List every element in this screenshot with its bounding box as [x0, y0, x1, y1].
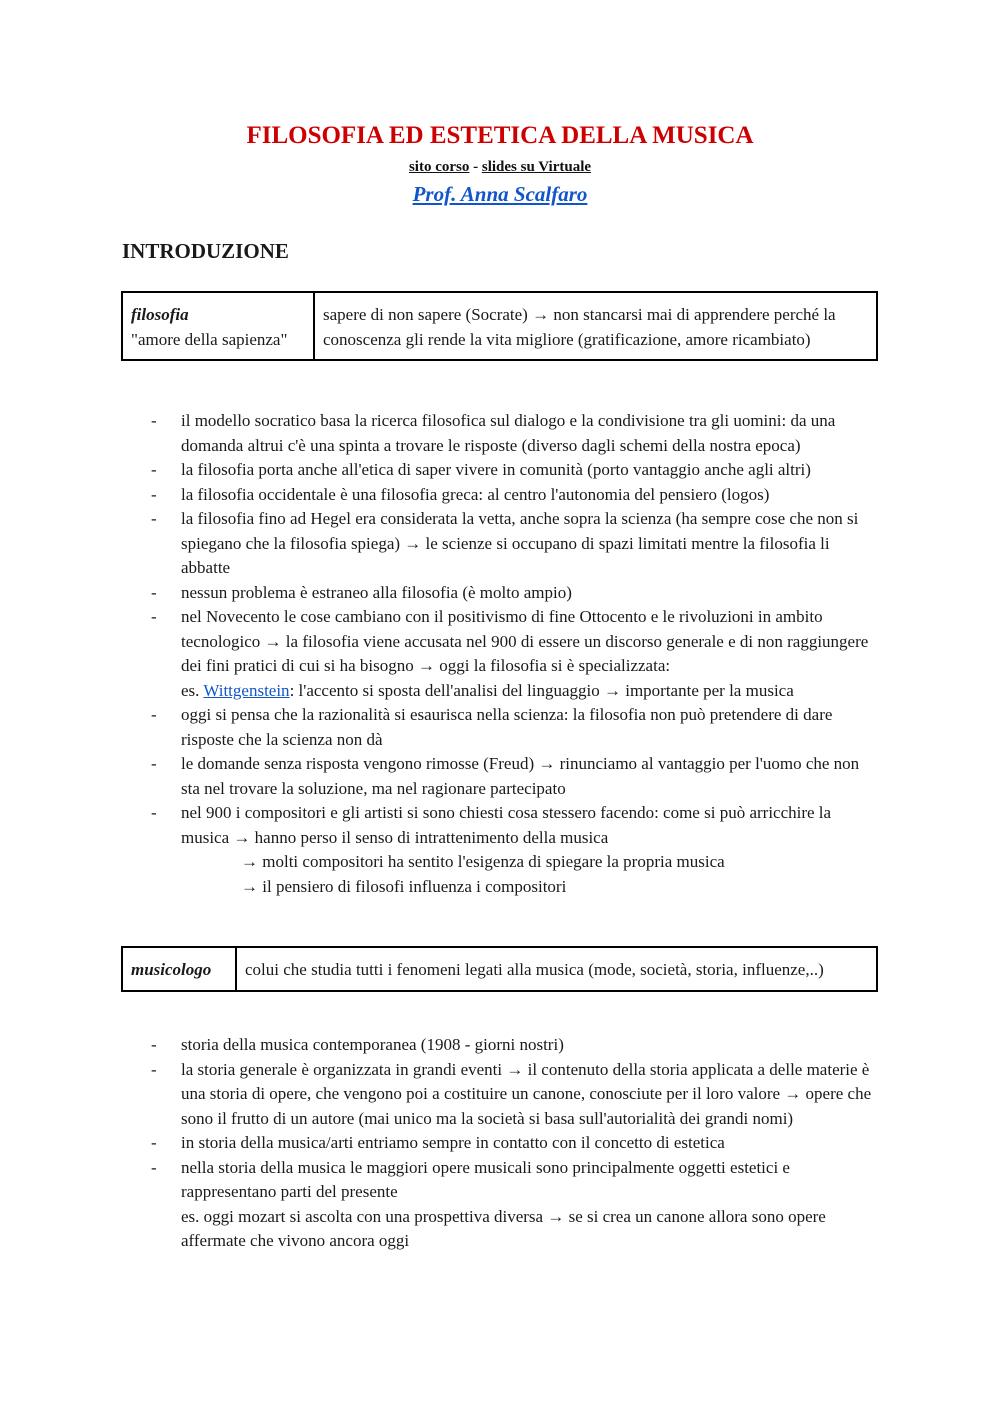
term-note: "amore della sapienza" [131, 329, 288, 349]
list-item: - nella storia della musica le maggiori opere musicali sono principalmente oggetti estetici e rappresentano parti del presente es. oggi mozart si ascolta con una prospettiva diversa → se si crea un canone allora sono opere affermate che vivono ancora oggi [151, 1157, 826, 1250]
list-item: - il modello socratico basa la ricerca filosofica sul dialogo e la condivisione tra gli uomini: da una domanda altrui c'è una spinta a trovare le risposte (diverso dagli schemi della nostra epoca) [151, 411, 836, 455]
list-item: - la storia generale è organizzata in grandi eventi → il contenuto della storia applicata a delle materie è una storia di opere, che vengono poi a costituire un canone, conosciute per il loro valore → opere che sono il frutto di un autore (mai unico ma la società si basa sull'autorialità dei grandi nomi) [151, 1059, 872, 1128]
list-item: - la filosofia occidentale è una filosofia greca: al centro l'autonomia del pensiero (logos) [151, 484, 770, 504]
term-musicologo: musicologo [122, 947, 236, 991]
list-item: - nel Novecento le cose cambiano con il positivismo di fine Ottocento e le rivoluzioni in ambito tecnologico → la filosofia viene accusata nel 900 di essere un discorso generale e di non raggiungere dei fini pratici di cui si ha bisogno → oggi la filosofia si è specializzata: es. Wittgenstein: l'accento si sposta dell'analisi del linguaggio → importante per la musica [151, 607, 869, 700]
link-separator: - [473, 159, 479, 175]
bullet-list-musicologia [0, 1033, 900, 1254]
list-item: - nel 900 i compositori e gli artisti si sono chiesti cosa stessero facendo: come si può arricchire la musica → hanno perso il senso di intrattenimento della musica → molti compositori ha sentito l'esigenza di spiegare la propria musica → il pensiero di filosofi influenza i compositori [0, 801, 881, 899]
definition-cell: sapere di non sapere (Socrate) → non stancarsi mai di apprendere perché la conoscenza gli rende la vita migliore (gratificazione, amore ricambiato) [314, 292, 877, 360]
list-item: - in storia della musica/arti entriamo sempre in contatto con il concetto di estetica [151, 1133, 725, 1152]
section-heading: INTRODUZIONE [122, 239, 289, 263]
definition-cell: colui che studia tutti i fenomeni legati alla musica (mode, società, storia, influenze,..) [236, 947, 877, 991]
sub-item: → molti compositori ha sentito l'esigenza di spiegare la propria musica [241, 852, 725, 871]
definition-box-musicologo [121, 946, 878, 992]
professor-link[interactable]: Prof. Anna Scalfaro [412, 182, 588, 206]
term-cell [122, 292, 314, 360]
list-item: - oggi si pensa che la razionalità si esaurisca nella scienza: la filosofia non può pretendere di dare risposte che la scienza non dà [151, 705, 833, 749]
term-filosofia: filosofia [131, 305, 189, 324]
course-links [0, 157, 1000, 177]
list-item: - le domande senza risposta vengono rimosse (Freud) → rinunciamo al vantaggio per l'uomo che non sta nel trovare la soluzione, ma nel ragionare partecipato [151, 754, 860, 798]
bullet-list-intro [0, 409, 900, 899]
wittgenstein-link[interactable]: Wittgenstein [203, 680, 290, 700]
list-item: - la filosofia fino ad Hegel era considerata la vetta, anche sopra la scienza (ha sempre cose che non si spiegano che la filosofia spiega) → le scienze si occupano di spazi limitati mentre la filosofia li abbatte [151, 509, 859, 577]
sub-item: → il pensiero di filosofi influenza i compositori [241, 876, 567, 896]
list-item: - la filosofia porta anche all'etica di saper vivere in comunità (porto vantaggio anche agli altri) [151, 460, 811, 479]
sito-corso-link[interactable]: sito corso [408, 159, 470, 175]
document-title: FILOSOFIA ED ESTETICA DELLA MUSICA [246, 122, 754, 149]
slides-virtuale-link[interactable]: slides su Virtuale [481, 159, 592, 175]
list-item: - nessun problema è estraneo alla filosofia (è molto ampio) [151, 582, 572, 602]
example-note: es. oggi mozart si ascolta con una prospettiva diversa → se si crea un canone allora sono opere affermate che vivono ancora oggi [181, 1206, 826, 1250]
list-item: - storia della musica contemporanea (1908 - giorni nostri) [151, 1035, 564, 1054]
example-text: : l'accento si sposta dell'analisi del linguaggio → importante per la musica [289, 680, 794, 700]
example-prefix: es. [181, 680, 200, 700]
definition-box-filosofia [121, 291, 878, 361]
professor-line [0, 180, 1000, 208]
